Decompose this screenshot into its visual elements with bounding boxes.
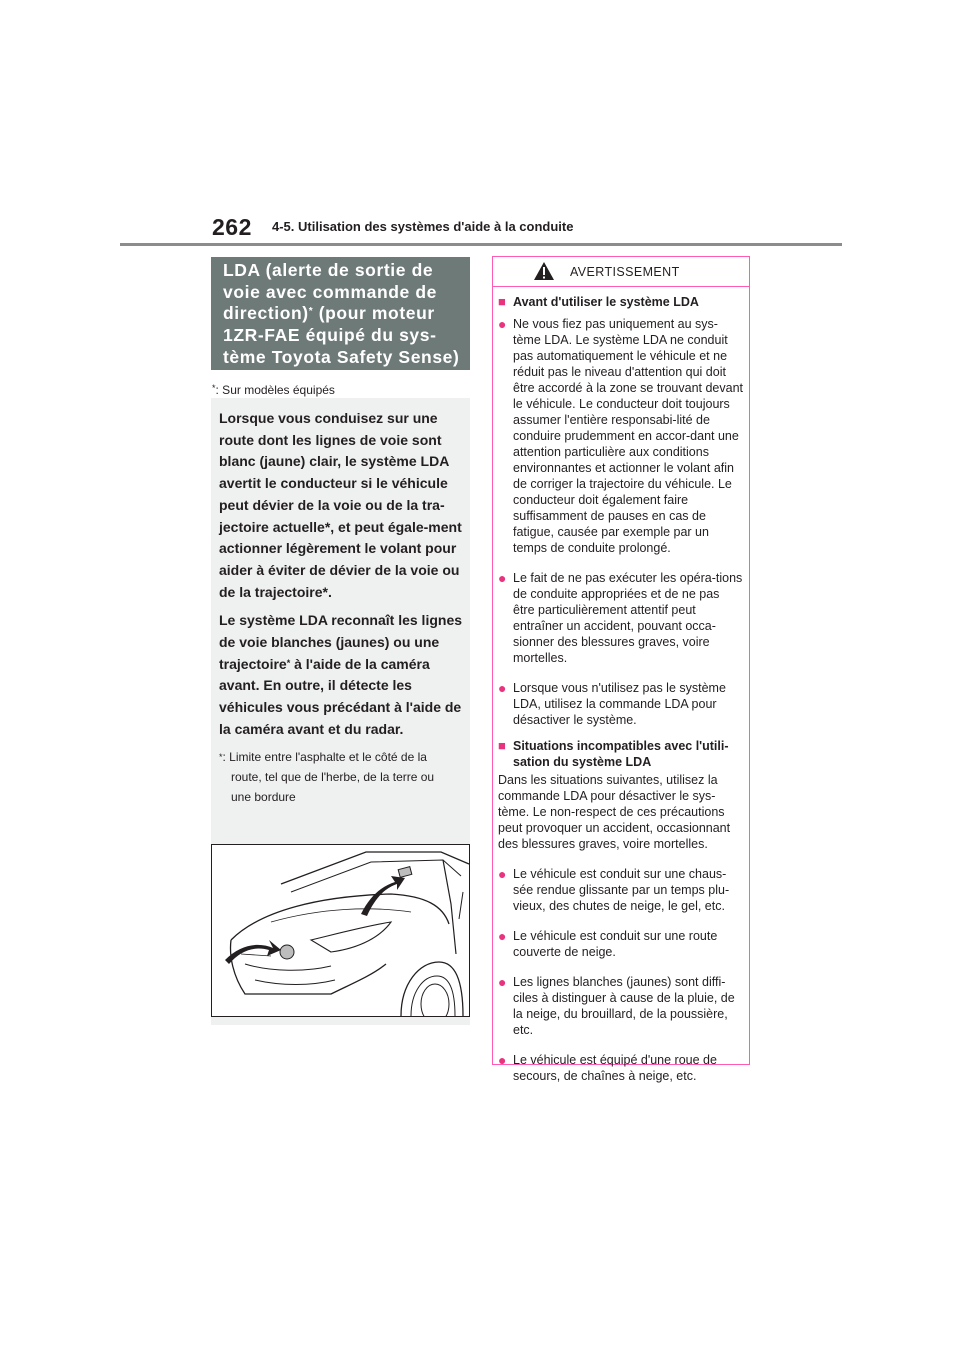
boundary-note-line-3: une bordure	[231, 789, 296, 804]
circle-bullet-icon: ●	[498, 1052, 507, 1068]
title-line-3b: (pour moteur	[313, 303, 435, 324]
circle-bullet-icon: ●	[498, 680, 507, 696]
warning-bullet-6	[498, 974, 743, 1038]
intro-p2b: à l'aide de la caméra avant. En outre, il détecte les véhicules vous précédant à l'aide de la caméra avant et du radar.	[219, 655, 462, 737]
warning-bullet-1	[498, 316, 743, 556]
warning-bullet-7-text: Le véhicule est équipé d'une roue de secours, de chaînes à neige, etc.	[513, 1053, 717, 1083]
intro-paragraph-2	[219, 610, 462, 740]
warning-heading-1-text: Avant d'utiliser le système LDA	[513, 295, 699, 309]
circle-bullet-icon: ●	[498, 570, 507, 586]
title-line-3a: direction)	[223, 303, 309, 324]
car-camera-radar-illustration	[211, 844, 470, 1017]
square-bullet-icon: ■	[498, 738, 506, 753]
warning-bullet-2	[498, 570, 743, 666]
circle-bullet-icon: ●	[498, 866, 507, 882]
note-text: : Sur modèles équipés	[215, 383, 335, 397]
warning-bullet-5-text: Le véhicule est conduit sur une route couverte de neige.	[513, 929, 718, 959]
warning-bullet-7	[498, 1052, 743, 1084]
lda-title-box	[211, 257, 470, 370]
circle-bullet-icon: ●	[498, 928, 507, 944]
title-line-2: voie avec commande de	[223, 281, 437, 302]
title-asterisk: *	[308, 306, 314, 318]
circle-bullet-icon: ●	[498, 974, 507, 990]
warning-heading-1	[498, 294, 743, 310]
warning-bullet-4-text: Le véhicule est conduit sur une chaus-sée rendue glissante par un temps plu-vieux, des chutes de neige, le gel, etc.	[513, 867, 730, 913]
intro-box	[211, 398, 470, 1025]
title-line-5: tème Toyota Safety Sense)	[223, 346, 460, 367]
header-rule	[120, 243, 842, 246]
title-line-1: LDA (alerte de sortie de	[223, 260, 434, 280]
warning-bullet-5	[498, 928, 743, 960]
intro-asterisk: *	[286, 657, 291, 668]
intro-paragraph-1: Lorsque vous conduisez sur une route dont les lignes de voie sont blanc (jaune) clair, le système LDA avertit le conducteur si le véhicule peut dévier de la voie ou de la tra-jectoire actuelle*, et peut égale-ment actionner légèrement le volant pour aider à éviter de dévier de la voie ou de la trajectoire*.	[219, 410, 462, 600]
title-line-4: 1ZR-FAE équipé du sys-	[223, 325, 437, 346]
warning-heading-2	[498, 738, 743, 770]
title-line-3	[223, 303, 460, 325]
warning-header	[493, 257, 749, 287]
warning-bullet-3-text: Lorsque vous n'utilisez pas le système LDA, utilisez la commande LDA pour désactiver le système.	[513, 681, 726, 727]
warning-heading-2-text: Situations incompatibles avec l'utili-sation du système LDA	[513, 739, 729, 769]
square-bullet-icon: ■	[498, 294, 506, 309]
boundary-note	[219, 747, 462, 807]
warning-bullet-6-text: Les lignes blanches (jaunes) sont diffi-ciles à distinguer à cause de la pluie, de la neige, du brouillard, de la poussière, etc.	[513, 975, 735, 1037]
boundary-note-line-1: : Limite entre l'asphalte et le côté de la	[222, 749, 427, 764]
note-asterisk: *	[212, 383, 216, 393]
boundary-note-asterisk: *	[219, 751, 223, 762]
intro-p2a: Le système LDA reconnaît les lignes de voie blanches (jaunes) ou une trajectoire	[219, 612, 463, 672]
warning-paragraph: Dans les situations suivantes, utilisez la commande LDA pour désactiver le sys-tème. Le non-respect de ces précautions peut provoquer un accident, occasionnant des blessures graves, voire mortelles.	[498, 773, 731, 851]
page-number: 262	[212, 214, 252, 240]
warning-bullet-1-text: Ne vous fiez pas uniquement au sys-tème LDA. Le système LDA ne conduit pas automatiquement le véhicule et ne réduit pas le niveau d'attention qui doit être accordé à la zone se trouvant devant le véhicule. Le conducteur doit toujours assumer l'entière responsabi-lité de conduire prudemment en accor-dant une attention particulière aux conditions environnantes et actionner le volant afin de corriger la trajectoire du véhicule. Le conducteur doit également faire suffisamment de pauses en cas de fatigue, causée par exemple par un temps de conduite prolongé.	[513, 317, 744, 555]
circle-bullet-icon: ●	[498, 316, 507, 332]
warning-triangle-icon	[533, 261, 555, 281]
section-title: 4-5. Utilisation des systèmes d'aide à la conduite	[272, 219, 574, 234]
warning-title: AVERTISSEMENT	[570, 265, 680, 279]
warning-box	[492, 256, 750, 1083]
equipped-note	[212, 383, 335, 397]
warning-body	[493, 287, 749, 1084]
warning-bullet-3	[498, 680, 743, 728]
warning-bullet-4	[498, 866, 743, 914]
warning-bullet-2-text: Le fait de ne pas exécuter les opéra-tions de conduite appropriées et de ne pas être particulièrement attentif peut entraîner un accident, pouvant occa-sionner des blessures graves, voire mortelles.	[513, 571, 743, 665]
boundary-note-line-2: route, tel que de l'herbe, de la terre ou	[231, 769, 435, 784]
